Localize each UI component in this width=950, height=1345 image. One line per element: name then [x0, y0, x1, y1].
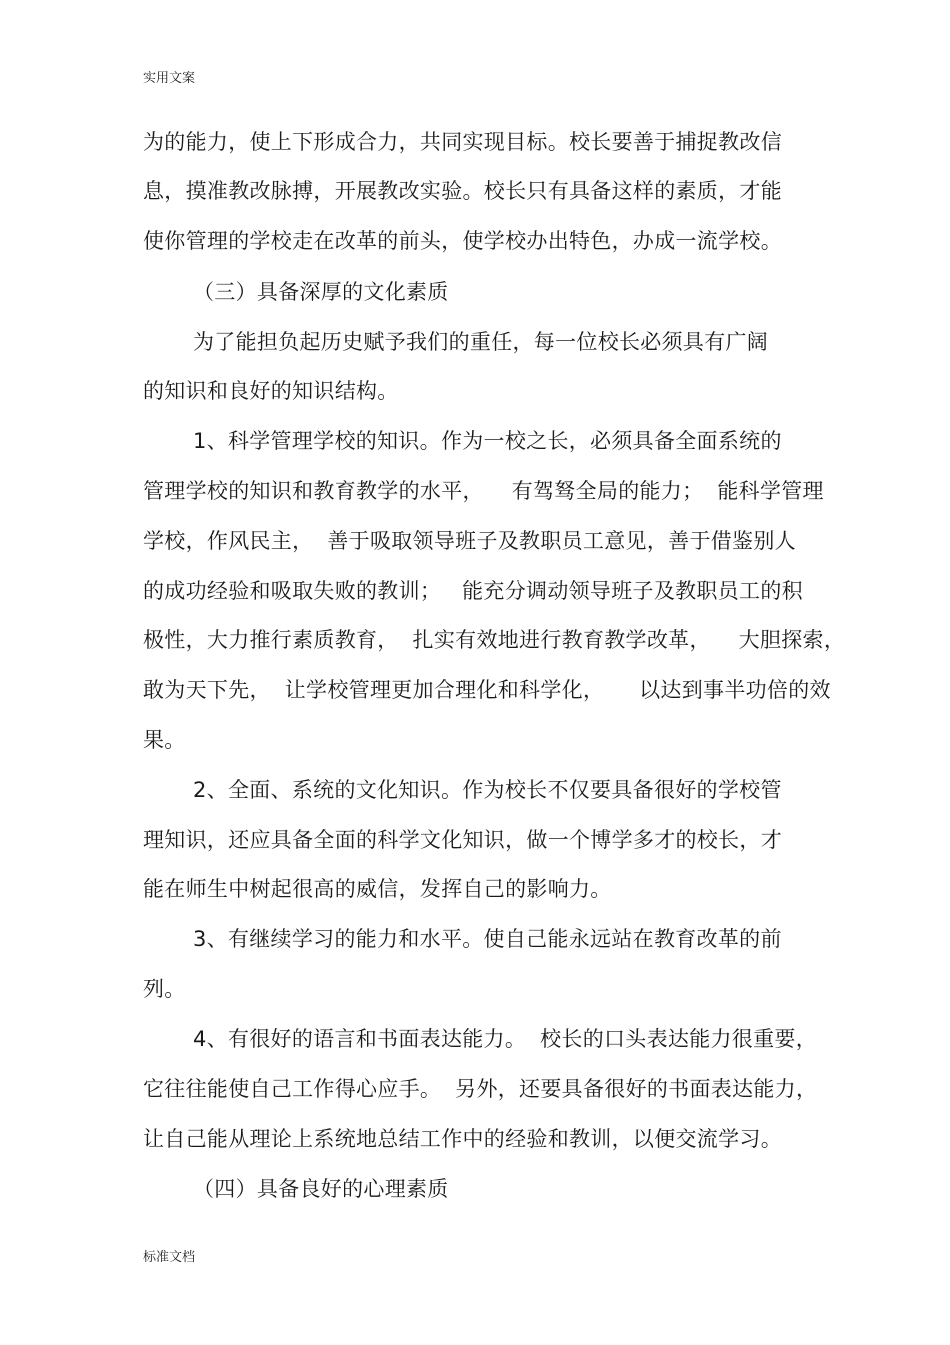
body-line: 息，摸准教改脉搏，开展教改实验。校长只有具备这样的素质，才能 [143, 179, 782, 203]
body-line: 学校，作风民主， 善于吸取领导班子及教职员工意见，善于借鉴别人 [143, 529, 796, 553]
body-line: 能在师生中树起很高的威信，发挥自己的影响力。 [143, 877, 612, 901]
body-line: 它往往能使自己工作得心应手。 另外，还要具备很好的书面表达能力， [143, 1077, 818, 1101]
body-line: 果。 [143, 728, 186, 752]
body-line: 敢为天下先， 让学校管理更加合理化和科学化， 以达到事半功倍的效 [143, 678, 831, 702]
body-line: 使你管理的学校走在改革的前头，使学校办出特色，办成一流学校。 [143, 229, 782, 253]
body-line: 4、有很好的语言和书面表达能力。 校长的口头表达能力很重要， [193, 1027, 818, 1051]
body-line: 为的能力，使上下形成合力，共同实现目标。校长要善于捕捉教改信 [143, 130, 782, 154]
body-line: 让自己能从理论上系统地总结工作中的经验和教训，以便交流学习。 [143, 1127, 782, 1151]
page-header-label: 实用文案 [143, 71, 196, 86]
body-line: 列。 [143, 977, 186, 1001]
body-line: 的知识和良好的知识结构。 [143, 379, 399, 403]
body-line: 为了能担负起历史赋予我们的重任，每一位校长必须具有广阔 [193, 330, 769, 354]
page-footer-label: 标准文档 [143, 1250, 196, 1265]
body-line: 极性，大力推行素质教育， 扎实有效地进行教育教学改革， 大胆探索， [143, 628, 846, 652]
body-line: 理知识，还应具备全面的科学文化知识，做一个博学多才的校长，才 [143, 828, 782, 852]
section-heading: （三）具备深厚的文化素质 [193, 280, 449, 304]
body-line: 1、科学管理学校的知识。作为一校之长，必须具备全面系统的 [193, 429, 782, 453]
body-line: 2、全面、系统的文化知识。作为校长不仅要具备很好的学校管 [193, 778, 782, 802]
body-line: 3、有继续学习的能力和水平。使自己能永远站在教育改革的前 [193, 927, 782, 951]
body-line: 管理学校的知识和教育教学的水平， 有驾驽全局的能力； 能科学管理 [143, 479, 824, 503]
section-heading: （四）具备良好的心理素质 [193, 1177, 449, 1201]
body-line: 的成功经验和吸取失败的教训； 能充分调动领导班子及教职员工的积 [143, 579, 803, 603]
